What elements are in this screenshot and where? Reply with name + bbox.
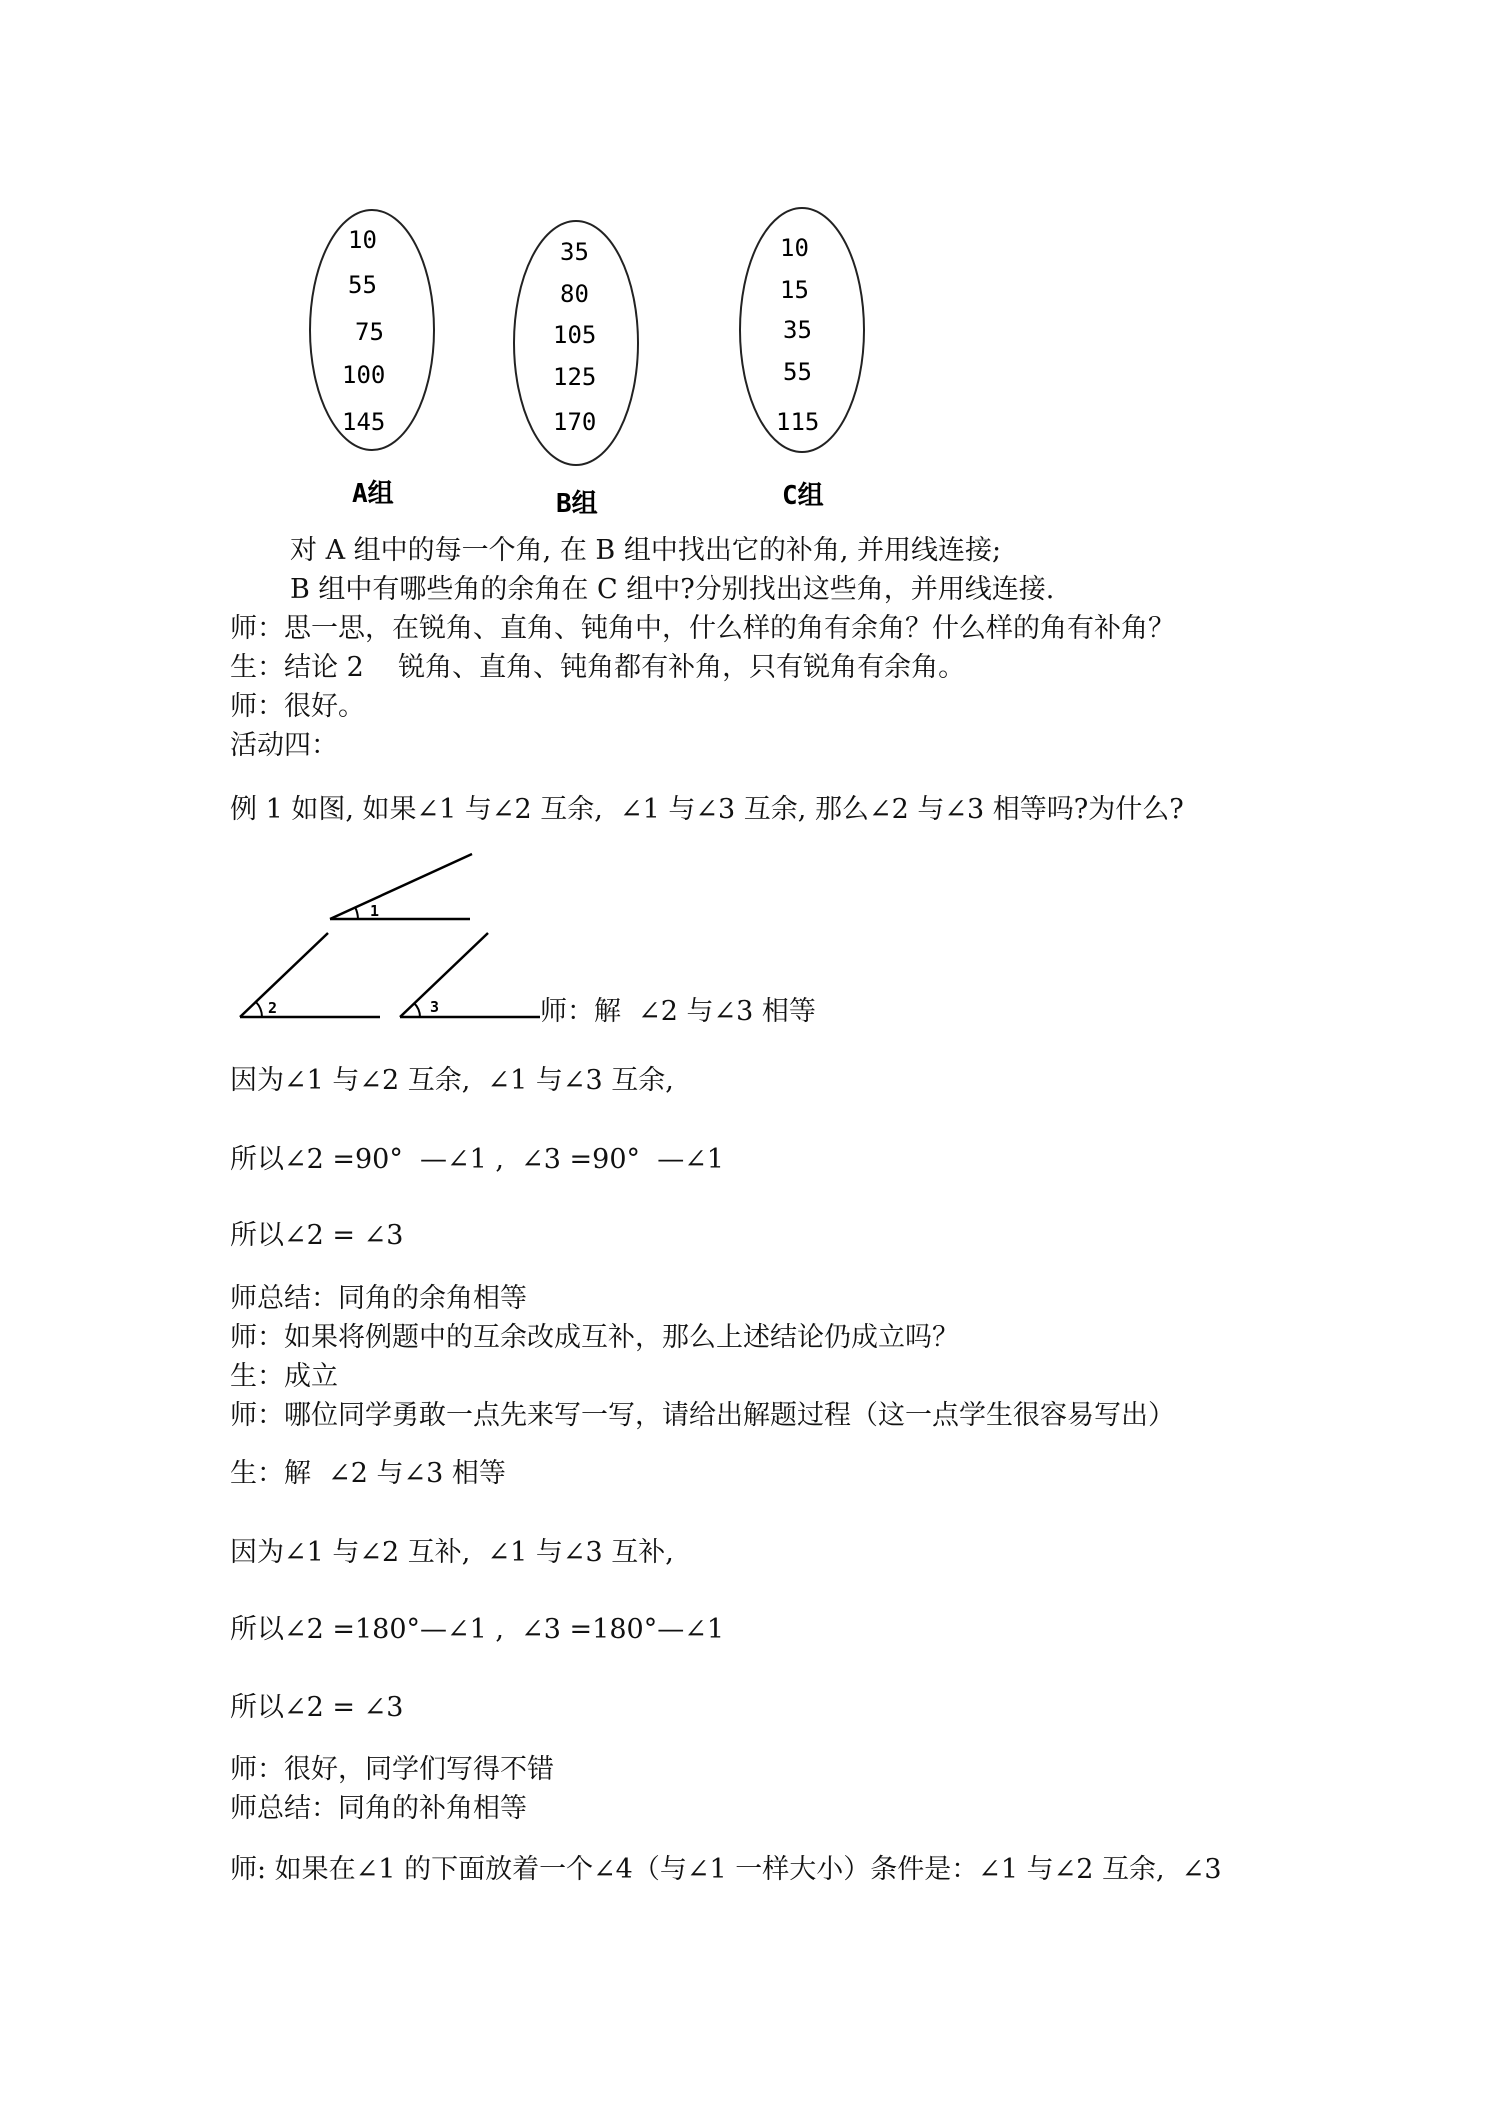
angle-1	[330, 854, 472, 920]
group-c	[740, 208, 864, 511]
solution-step-3: 所以∠2 = ∠3	[230, 1220, 404, 1251]
group-c-label: C组	[782, 481, 824, 511]
instruction-group-a: 对 A 组中的每一个角, 在 B 组中找出它的补角, 并用线连接;	[290, 535, 1002, 566]
angle-2	[240, 933, 380, 1017]
instruction-group-b: B 组中有哪些角的余角在 C 组中?分别找出这些角，并用线连接.	[290, 574, 1055, 605]
teacher-praise: 师：很好，同学们写得不错	[230, 1754, 554, 1785]
angle-3	[400, 933, 540, 1017]
group-a	[310, 210, 434, 509]
group-b-value: 105	[553, 321, 597, 349]
angle-1-label: 1	[370, 902, 380, 920]
group-b-value: 35	[560, 238, 589, 266]
group-a-value: 10	[348, 226, 377, 254]
example-1: 例 1 如图, 如果∠1 与∠2 互余, ∠1 与∠3 互余, 那么∠2 与∠3 相等吗?为什么?	[230, 794, 1184, 825]
group-a-value: 55	[348, 271, 377, 299]
student-answer: 生：成立	[230, 1361, 338, 1392]
solution-step-2: 所以∠2 =90° —∠1 , ∠3 =90° —∠1	[230, 1144, 724, 1175]
student-conclusion: 生：结论 2 锐角、直角、钝角都有补角，只有锐角有余角。	[230, 652, 966, 683]
group-c-value: 55	[783, 358, 812, 386]
group-c-value: 15	[780, 276, 809, 304]
teacher-summary-1: 师总结：同角的余角相等	[230, 1283, 527, 1314]
group-b-value: 170	[553, 408, 597, 436]
group-c-value: 35	[783, 316, 812, 344]
teacher-question: 师：思一思，在锐角、直角、钝角中，什么样的角有余角？什么样的角有补角？	[230, 613, 1175, 644]
student-solution: 生：解 ∠2 与∠3 相等	[230, 1458, 506, 1489]
angle-2-label: 2	[268, 999, 278, 1017]
solution-step-1: 因为∠1 与∠2 互余, ∠1 与∠3 互余,	[230, 1065, 674, 1096]
angle-groups-figure	[0, 0, 1488, 540]
group-b	[514, 221, 638, 519]
group-b-label: B组	[556, 489, 598, 519]
group-a-label: A组	[352, 479, 394, 509]
teacher-solution: 师：解 ∠2 与∠3 相等	[540, 996, 816, 1027]
group-a-value: 75	[355, 318, 384, 346]
angle-3-label: 3	[430, 998, 440, 1016]
group-c-value: 10	[780, 234, 809, 262]
group-a-value: 100	[342, 361, 386, 389]
teacher-extension: 师: 如果在∠1 的下面放着一个∠4（与∠1 一样大小）条件是：∠1 与∠2 互余, ∠3	[230, 1854, 1222, 1885]
student-step-2: 所以∠2 =180°—∠1 , ∠3 =180°—∠1	[230, 1614, 725, 1645]
angles-figure	[0, 840, 1488, 1100]
teacher-request: 师：哪位同学勇敢一点先来写一写，请给出解题过程（这一点学生很容易写出）	[230, 1400, 1175, 1431]
teacher-question-2: 师：如果将例题中的互余改成互补，那么上述结论仍成立吗？	[230, 1322, 959, 1353]
teacher-remark: 师：很好。	[230, 691, 365, 722]
teacher-summary-2: 师总结：同角的补角相等	[230, 1793, 527, 1824]
group-b-value: 125	[553, 363, 597, 391]
group-c-value: 115	[776, 408, 820, 436]
student-step-3: 所以∠2 = ∠3	[230, 1692, 404, 1723]
group-b-value: 80	[560, 280, 589, 308]
student-step-1: 因为∠1 与∠2 互补, ∠1 与∠3 互补,	[230, 1537, 674, 1568]
group-a-value: 145	[342, 408, 386, 436]
activity-heading: 活动四：	[230, 730, 338, 761]
